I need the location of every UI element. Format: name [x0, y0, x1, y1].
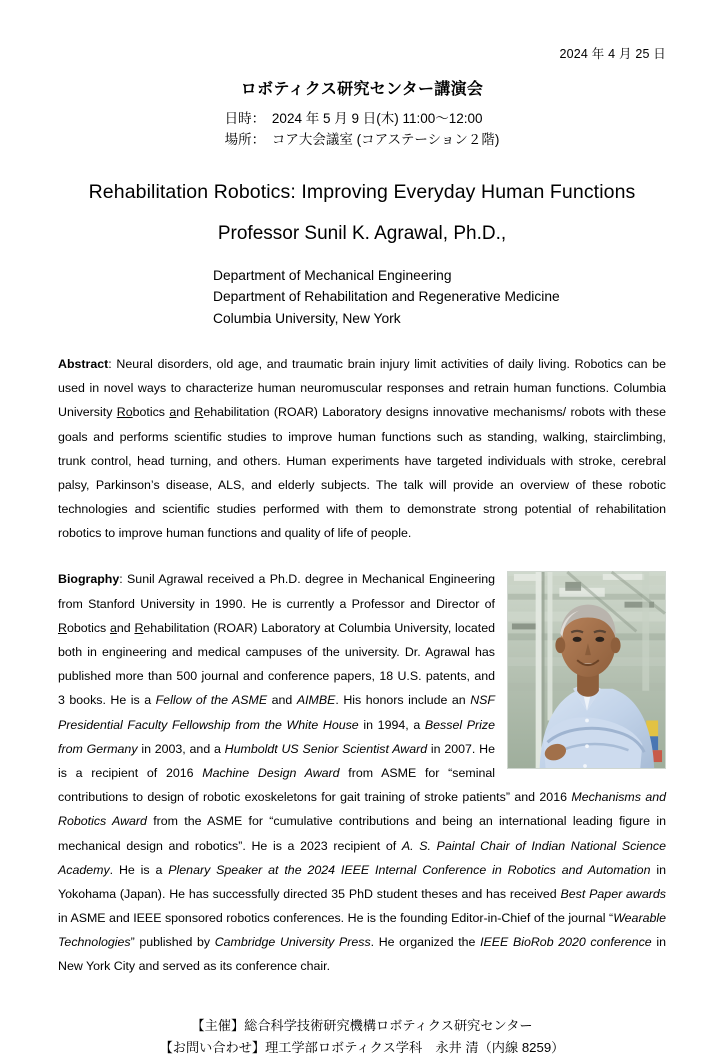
affiliation-line-3: Columbia University, New York — [213, 310, 401, 326]
abstract-roar-r2-rest: ehabilitation — [203, 405, 270, 420]
bio-seg-3: and — [267, 693, 297, 708]
bio-award-nsf: NSF Presidential Faculty Fellowship from the White House — [58, 693, 495, 732]
bio-award-mechanisms-robotics: Mechanisms and Robotics Award — [58, 790, 666, 829]
bio-seg-2: (ROAR) Laboratory at Columbia University, located both in engineering and medical campuses of the university. Dr. Agrawal has published more than 500 journal and conference papers, 18 U.S. patents, and 3 books. He is a — [58, 620, 495, 708]
abstract-roar-r1-rest: botics — [132, 405, 170, 420]
datetime-label: 日時： — [224, 111, 259, 126]
bio-conference-biorob: IEEE BioRob 2020 conference — [480, 935, 652, 950]
abstract-text-part-2: (ROAR) Laboratory designs innovative mechanisms/ robots with these goals and performs scientific studies to improve human functions such as standing, walking, stairclimbing, trunk control, head turning, and others. Human experiments have targeted individuals with stroke, cerebral palsy, Parkinson’s disease, ALS, and elderly subjects. The talk will provide an overview of these robotic technologies and scientific studies performed with them to demonstrate strong potential of rehabilitation robotics to improve human functions and quality of life of people. — [58, 405, 666, 541]
abstract-roar-r1: Ro — [116, 405, 133, 420]
bio-seg-6: in 2003, and a — [137, 741, 225, 756]
abstract-roar-a: a — [169, 405, 177, 420]
bio-roar-a-rest: nd — [116, 620, 135, 635]
bio-award-machine-design: Machine Design Award — [202, 765, 340, 780]
bio-seg-8: from ASME for “seminal contributions to design of robotic exoskeletons for gait training of stroke patients” and 2016 — [58, 765, 572, 805]
bio-award-fellow-asme: Fellow of the ASME — [155, 693, 268, 708]
bio-seg-10: . He is a — [109, 862, 169, 877]
bio-seg-12: in ASME and IEEE sponsored robotics conferences. He is the founding Editor-in-Chief of the journal “ — [58, 911, 614, 926]
bio-best-paper-awards: Best Paper awards — [560, 886, 666, 901]
bio-seg-5: in 1994, a — [358, 717, 425, 732]
biography-label: Biography — [58, 572, 120, 587]
seminar-title: ロボティクス研究センター講演会 — [240, 81, 484, 98]
bio-roar-r1-rest: obotics — [66, 620, 110, 635]
bio-seg-1: Sunil Agrawal received a Ph.D. degree in Mechanical Engineering from Stanford University in 1990. He is currently a Professor and Director of — [58, 572, 495, 611]
event-meta — [58, 109, 666, 151]
biography-label-sep: : — [119, 572, 128, 587]
document-footer — [58, 1015, 666, 1060]
abstract-section — [58, 352, 666, 546]
bio-award-humboldt: Humboldt US Senior Scientist Award — [224, 741, 428, 756]
footer-contact: 【お問い合わせ】理工学部ロボティクス学科 永井 清（内線 8259） — [159, 1040, 565, 1056]
footer-organizer: 【主催】総合科学技術研究機構ロボティクス研究センター — [191, 1017, 533, 1033]
document-date: 2024 年 4 月 25 日 — [559, 47, 666, 61]
abstract-text-part-1: Neural disorders, old age, and traumatic brain injury limit activities of daily living. Robotics can be used in novel ways to characterize human neuromuscular responses and retrain human functions. Columbia University — [58, 356, 667, 420]
document-content — [58, 0, 666, 1060]
speaker-name: Professor Sunil K. Agrawal, Ph.D., — [217, 222, 507, 244]
bio-roar-r2-rest: ehabilitation — [143, 620, 210, 635]
abstract-roar-a-rest: nd — [176, 405, 195, 420]
datetime-value: 2024 年 5 月 9 日(木) 11:00〜12:00 — [271, 111, 483, 126]
bio-award-paintal-chair: A. S. Paintal Chair of Indian National Science Academy — [58, 838, 666, 877]
bio-roar-a: a — [109, 620, 117, 635]
abstract-label-sep: : — [108, 356, 117, 371]
abstract-label: Abstract — [58, 356, 109, 371]
abstract-roar-r2: R — [194, 405, 204, 420]
venue-label: 場所： — [224, 131, 259, 147]
bio-seg-7: in 2007. He is a recipient of 2016 — [58, 741, 495, 780]
bio-seg-9: from the ASME for “cumulative contributions and being an international leading figure in mechanical design and robotics”. He is a 2023 recipient of — [58, 814, 666, 853]
bio-seg-14: . He organized the — [370, 935, 481, 950]
speaker-photo — [507, 571, 666, 769]
bio-publisher-cup: Cambridge University Press — [214, 935, 371, 950]
bio-seg-13: ” published by — [130, 935, 215, 950]
speaker-affiliation — [213, 265, 666, 329]
bio-award-bessel: Bessel Prize from Germany — [58, 717, 495, 756]
event-datetime — [225, 109, 500, 130]
event-venue — [225, 130, 500, 151]
affiliation-line-1: Department of Mechanical Engineering — [213, 267, 452, 283]
bio-seg-4: . His honors include an — [335, 693, 471, 708]
bio-journal-wearable-technologies: Wearable Technologies — [58, 911, 666, 950]
bio-seg-11: in Yokohama (Japan). He has successfully directed 35 PhD student theses and has received — [58, 862, 666, 901]
bio-roar-r2: R — [134, 620, 144, 635]
talk-title: Rehabilitation Robotics: Improving Everyday Human Functions — [88, 180, 636, 203]
bio-plenary-speaker: Plenary Speaker at the 2024 IEEE Internal Conference in Robotics and Automation — [168, 862, 651, 877]
venue-value: コア大会議室 (コアステーション２階) — [271, 131, 500, 147]
biography-section — [58, 567, 666, 978]
bio-award-aimbe: AIMBE — [296, 693, 336, 708]
bio-roar-r1: R — [58, 620, 67, 635]
affiliation-line-2: Department of Rehabilitation and Regenerative Medicine — [213, 289, 560, 305]
bio-seg-15: in New York City and served as its conference chair. — [58, 935, 666, 974]
